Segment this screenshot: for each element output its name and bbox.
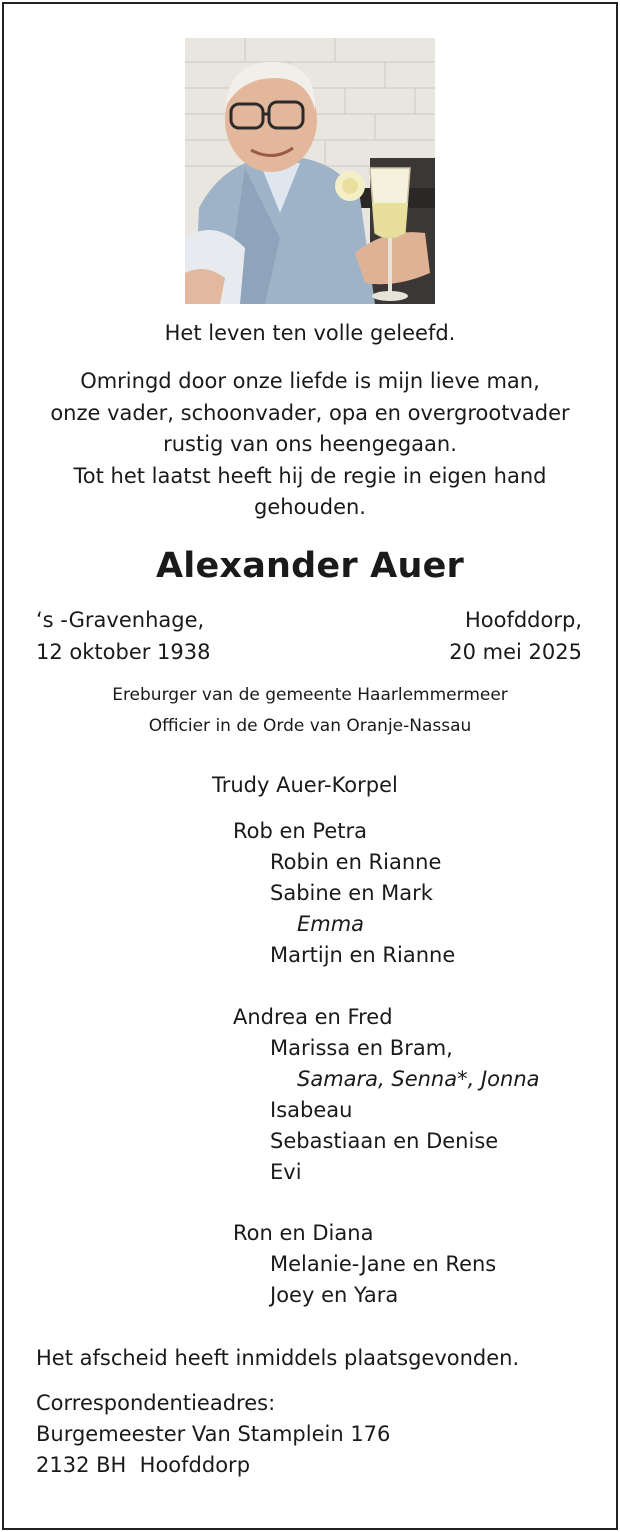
deceased-name: Alexander Auer — [156, 546, 464, 586]
death-date: 20 mei 2025 — [449, 640, 582, 664]
honor-line: Ereburger van de gemeente Haarlemmermeer — [112, 685, 508, 705]
intro-line: Het leven ten volle geleefd. — [164, 321, 456, 345]
family-child: Evi — [270, 1160, 302, 1184]
birth-info — [36, 604, 211, 668]
family-parents: Andrea en Fred — [233, 1005, 393, 1029]
message-line: onze vader, schoonvader, opa en overgrootvader — [50, 400, 570, 425]
family-child: Isabeau — [270, 1098, 353, 1122]
announcement-message — [0, 366, 620, 524]
correspondence-address — [36, 1388, 390, 1481]
family-child: Melanie-Jane en Rens — [270, 1252, 497, 1276]
message-line: Tot het laatst heeft hij de regie in eigen hand — [73, 463, 547, 488]
farewell-note: Het afscheid heeft inmiddels plaatsgevonden. — [36, 1346, 520, 1370]
honors — [0, 680, 620, 742]
family-child: Marissa en Bram, — [270, 1036, 453, 1060]
portrait-photo — [185, 38, 435, 304]
correspondence-label: Correspondentieadres: — [36, 1391, 276, 1415]
birth-place: ‘s -Gravenhage, — [36, 608, 205, 632]
family-parents: Rob en Petra — [233, 819, 367, 843]
family-child: Robin en Rianne — [270, 850, 442, 874]
correspondence-city: 2132 BH Hoofddorp — [36, 1453, 251, 1477]
family-child: Joey en Yara — [270, 1283, 399, 1307]
correspondence-street: Burgemeester Van Stamplein 176 — [36, 1422, 391, 1446]
family-parents: Ron en Diana — [233, 1221, 374, 1245]
birth-date: 12 oktober 1938 — [36, 640, 211, 664]
family-child: Sabine en Mark — [270, 881, 433, 905]
family-child: Sebastiaan en Denise — [270, 1129, 499, 1153]
spouse-name: Trudy Auer-Korpel — [212, 773, 398, 797]
death-place: Hoofddorp, — [464, 608, 582, 632]
family-grandchild: Samara, Senna*, Jonna — [297, 1067, 540, 1091]
message-line: Omringd door onze liefde is mijn lieve man, — [80, 369, 540, 393]
death-info — [449, 604, 582, 668]
message-line: rustig van ons heengegaan. — [163, 432, 457, 456]
message-line: gehouden. — [254, 495, 366, 519]
family-grandchild: Emma — [297, 912, 365, 936]
family-child: Martijn en Rianne — [270, 943, 456, 967]
honor-line: Officier in de Orde van Oranje-Nassau — [148, 716, 472, 736]
